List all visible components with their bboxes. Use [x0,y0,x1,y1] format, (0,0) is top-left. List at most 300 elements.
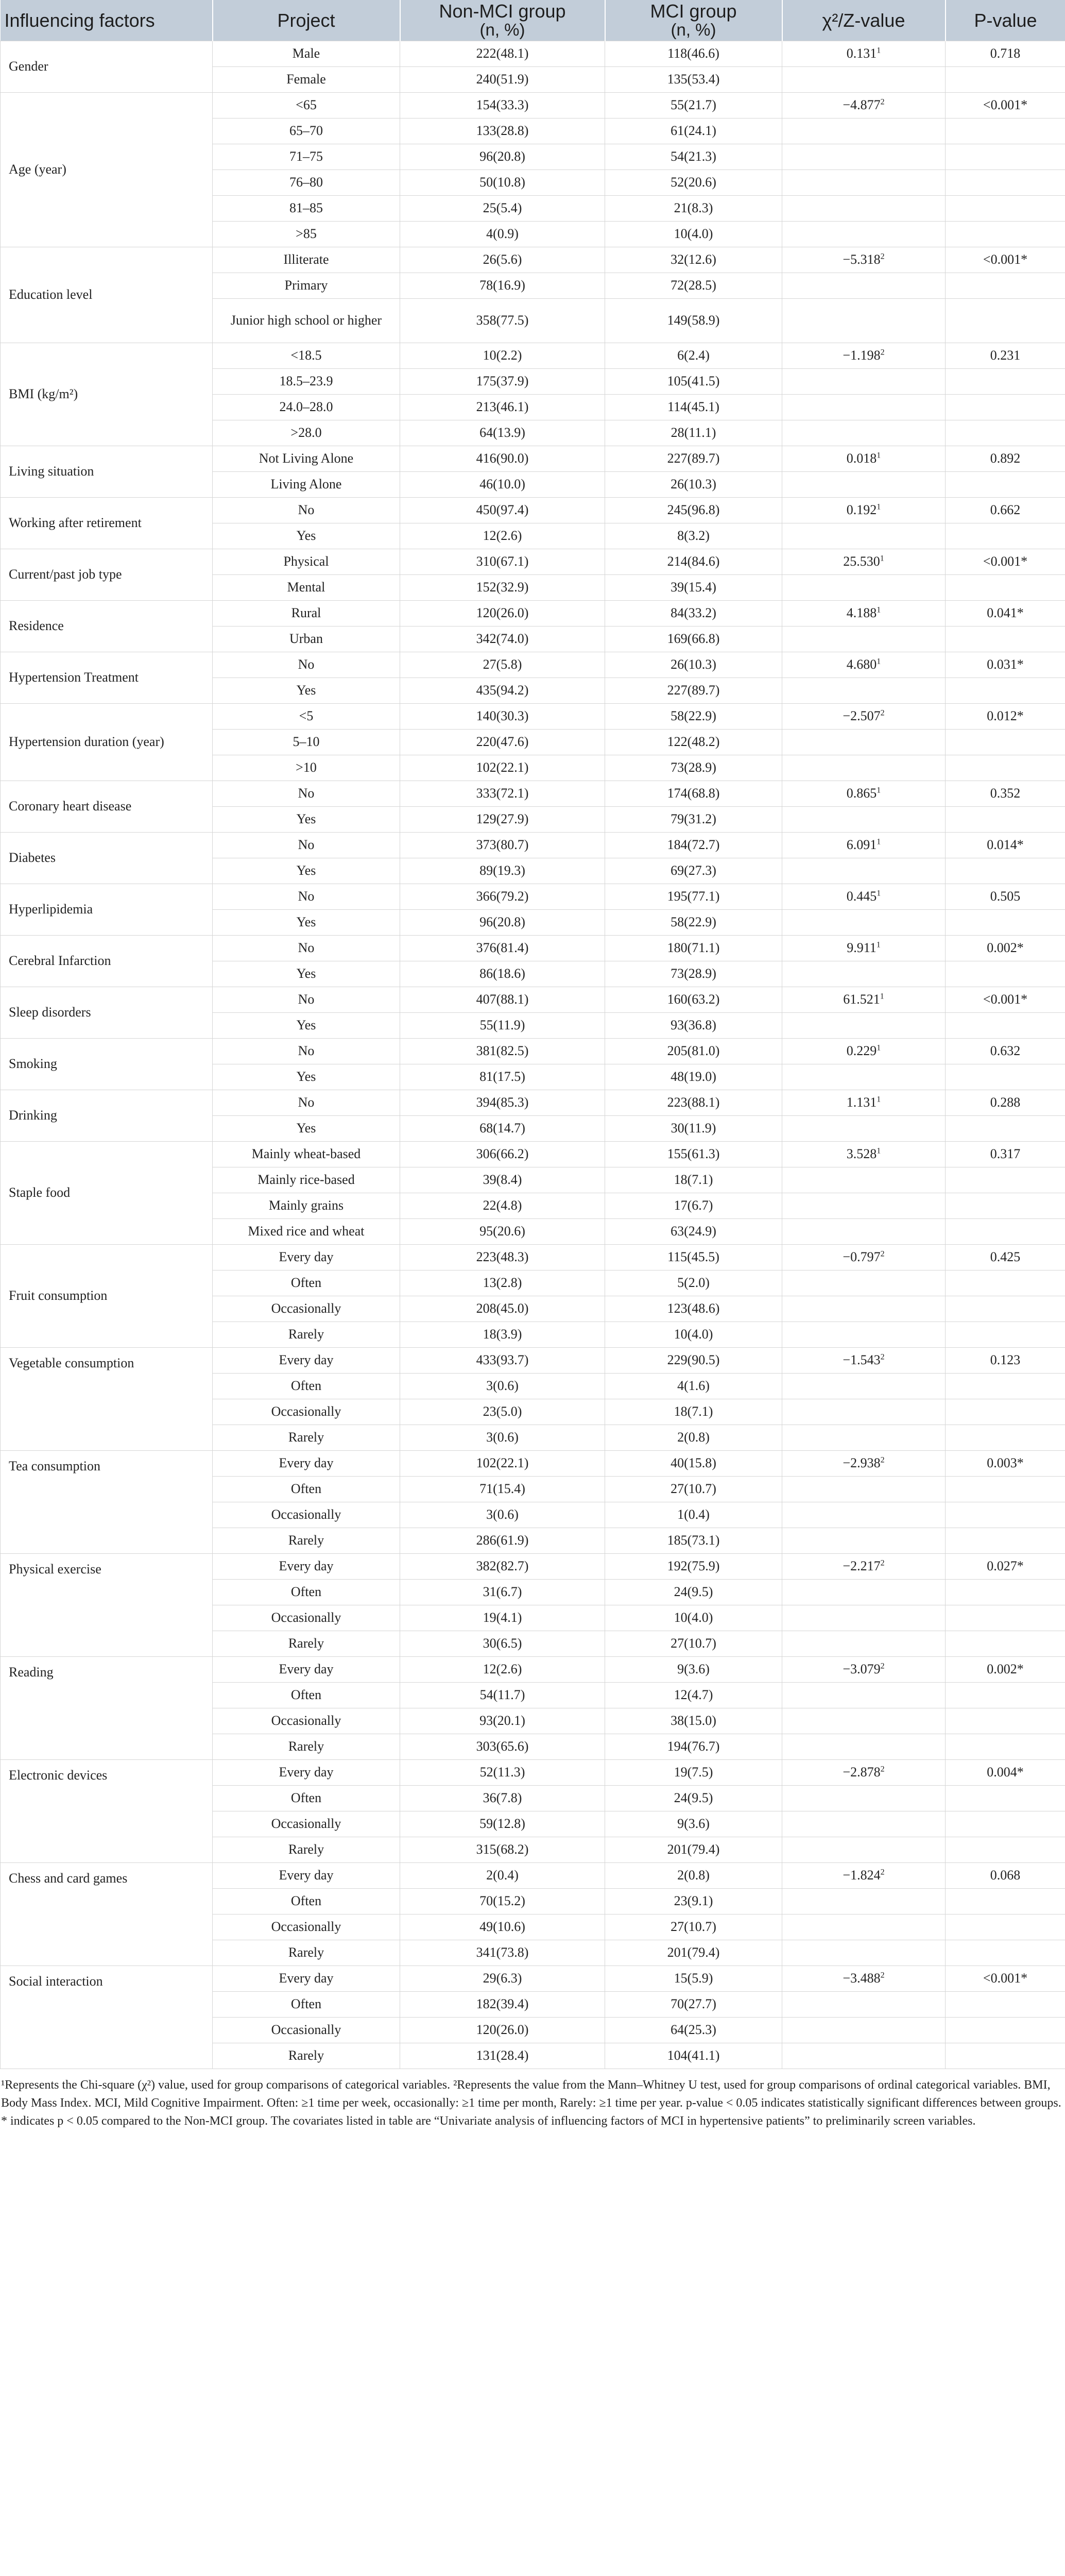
project-cell: No [213,833,400,858]
table-row [1,833,1065,858]
non-mci-cell: 222(48.1) [400,41,605,67]
p-value-cell: 0.031* [946,652,1065,678]
mci-cell: 184(72.7) [605,833,782,858]
statistic-value: −2.878 [843,1765,881,1780]
non-mci-cell: 131(28.4) [400,2043,605,2069]
project-cell: <5 [213,704,400,730]
p-value-cell: 0.027* [946,1554,1065,1580]
factor-cell: Current/past job type [1,549,213,601]
project-cell: Yes [213,807,400,833]
p-value-cell [946,1734,1065,1760]
statistic-cell [782,936,946,961]
mci-cell: 169(66.8) [605,626,782,652]
statistic-cell [782,1090,946,1116]
p-value-cell [946,961,1065,987]
mci-cell: 122(48.2) [605,730,782,755]
statistic-cell [782,626,946,652]
statistic-value: −4.877 [843,97,881,113]
project-cell: Illiterate [213,247,400,273]
project-cell: 81–85 [213,196,400,222]
non-mci-cell: 342(74.0) [400,626,605,652]
factor-cell: Living situation [1,446,213,498]
project-cell: Occasionally [213,1296,400,1322]
project-cell: Often [213,1992,400,2018]
project-cell: 18.5–23.9 [213,369,400,395]
non-mci-cell: 70(15.2) [400,1889,605,1914]
statistic-superscript: 2 [880,1868,885,1877]
statistic-value: −1.543 [843,1352,881,1368]
statistic-cell [782,781,946,807]
p-value-cell [946,1811,1065,1837]
project-cell: Rarely [213,1940,400,1966]
statistic-cell [782,1940,946,1966]
statistic-superscript: 2 [880,1662,885,1671]
statistic-cell [782,222,946,247]
p-value-cell [946,1786,1065,1811]
statistic-cell [782,523,946,549]
mci-cell: 58(22.9) [605,910,782,936]
p-value-cell: 0.123 [946,1348,1065,1374]
statistic-value: 0.445 [846,889,877,904]
p-value-cell [946,118,1065,144]
non-mci-cell: 140(30.3) [400,704,605,730]
statistic-cell [782,1296,946,1322]
mci-cell: 229(90.5) [605,1348,782,1374]
statistic-cell [782,1348,946,1374]
mci-cell: 12(4.7) [605,1683,782,1708]
mci-cell: 9(3.6) [605,1657,782,1683]
project-cell: Often [213,1374,400,1399]
statistic-cell [782,652,946,678]
statistic-cell [782,41,946,67]
project-cell: Junior high school or higher [213,299,400,343]
factor-cell: Reading [1,1657,213,1760]
non-mci-cell: 182(39.4) [400,1992,605,2018]
non-mci-cell: 333(72.1) [400,781,605,807]
non-mci-cell: 12(2.6) [400,1657,605,1683]
mci-cell: 48(19.0) [605,1064,782,1090]
table-row [1,781,1065,807]
project-cell: No [213,781,400,807]
mci-cell: 84(33.2) [605,601,782,626]
non-mci-cell: 95(20.6) [400,1219,605,1245]
non-mci-cell: 129(27.9) [400,807,605,833]
project-cell: Yes [213,1116,400,1142]
mci-cell: 5(2.0) [605,1270,782,1296]
project-cell: Female [213,67,400,93]
non-mci-cell: 55(11.9) [400,1013,605,1039]
statistic-superscript: 2 [880,1971,885,1980]
project-cell: Every day [213,1863,400,1889]
mci-cell: 70(27.7) [605,1992,782,2018]
mci-cell: 205(81.0) [605,1039,782,1064]
statistic-cell [782,1992,946,2018]
project-cell: 76–80 [213,170,400,196]
mci-cell: 115(45.5) [605,1245,782,1270]
statistic-cell [782,1966,946,1992]
statistic-superscript: 1 [880,554,884,563]
statistic-cell [782,1734,946,1760]
non-mci-cell: 373(80.7) [400,833,605,858]
project-cell: >28.0 [213,420,400,446]
table-row [1,446,1065,472]
p-value-cell [946,807,1065,833]
statistic-superscript: 1 [877,837,881,846]
p-value-cell [946,420,1065,446]
project-cell: Yes [213,961,400,987]
mci-cell: 69(27.3) [605,858,782,884]
mci-cell: 55(21.7) [605,93,782,118]
statistic-superscript: 1 [877,1095,881,1104]
table-row [1,936,1065,961]
statistic-cell [782,196,946,222]
non-mci-cell: 382(82.7) [400,1554,605,1580]
project-cell: Mainly wheat-based [213,1142,400,1167]
statistic-cell [782,67,946,93]
statistic-cell [782,420,946,446]
project-cell: Every day [213,1245,400,1270]
p-value-cell [946,369,1065,395]
table-row [1,343,1065,369]
statistic-superscript: 1 [877,1043,881,1053]
non-mci-cell: 46(10.0) [400,472,605,498]
non-mci-cell: 68(14.7) [400,1116,605,1142]
non-mci-cell: 102(22.1) [400,1451,605,1477]
p-value-cell [946,1580,1065,1605]
factor-cell: Residence [1,601,213,652]
project-cell: Male [213,41,400,67]
statistic-cell [782,472,946,498]
mci-cell: 19(7.5) [605,1760,782,1786]
p-value-cell: 0.004* [946,1760,1065,1786]
project-cell: Every day [213,1657,400,1683]
mci-cell: 114(45.1) [605,395,782,420]
mci-cell: 24(9.5) [605,1786,782,1811]
table-row [1,1090,1065,1116]
p-value-cell: 0.231 [946,343,1065,369]
table-row [1,1039,1065,1064]
statistic-cell [782,1451,946,1477]
project-cell: <18.5 [213,343,400,369]
statistic-cell [782,1039,946,1064]
p-value-cell [946,1502,1065,1528]
non-mci-cell: 213(46.1) [400,395,605,420]
project-cell: Urban [213,626,400,652]
non-mci-cell: 376(81.4) [400,936,605,961]
project-cell: Physical [213,549,400,575]
statistic-cell [782,369,946,395]
p-value-cell [946,858,1065,884]
statistic-superscript: 1 [877,605,881,615]
non-mci-cell: 96(20.8) [400,144,605,170]
statistic-cell [782,910,946,936]
non-mci-cell: 4(0.9) [400,222,605,247]
non-mci-cell: 381(82.5) [400,1039,605,1064]
p-value-cell: 0.505 [946,884,1065,910]
mci-cell: 18(7.1) [605,1167,782,1193]
statistic-cell [782,1322,946,1348]
p-value-cell: 0.288 [946,1090,1065,1116]
p-value-cell [946,2018,1065,2043]
non-mci-cell: 394(85.3) [400,1090,605,1116]
statistic-superscript: 2 [880,1352,885,1362]
factor-cell: Hypertension duration (year) [1,704,213,781]
non-mci-cell: 407(88.1) [400,987,605,1013]
mci-cell: 28(11.1) [605,420,782,446]
non-mci-cell: 154(33.3) [400,93,605,118]
statistic-cell [782,343,946,369]
statistic-cell [782,575,946,601]
p-value-cell: <0.001* [946,93,1065,118]
statistic-cell [782,730,946,755]
project-cell: Every day [213,1760,400,1786]
header-mci-line1: MCI group [650,1,737,22]
non-mci-cell: 102(22.1) [400,755,605,781]
factor-cell: Gender [1,41,213,93]
header-statistic: χ²/Z-value [782,0,946,41]
statistic-value: 0.131 [846,46,877,61]
non-mci-cell: 303(65.6) [400,1734,605,1760]
project-cell: Mainly grains [213,1193,400,1219]
mci-cell: 194(76.7) [605,1734,782,1760]
statistic-cell [782,1064,946,1090]
statistic-value: 61.521 [843,992,880,1007]
non-mci-cell: 30(6.5) [400,1631,605,1657]
statistic-cell [782,498,946,523]
p-value-cell [946,2043,1065,2069]
project-cell: Every day [213,1554,400,1580]
mci-cell: 135(53.4) [605,67,782,93]
mci-cell: 27(10.7) [605,1631,782,1657]
mci-cell: 118(46.6) [605,41,782,67]
statistic-superscript: 1 [877,451,881,460]
project-cell: Rarely [213,1837,400,1863]
project-cell: Primary [213,273,400,299]
project-cell: Yes [213,678,400,704]
mci-cell: 17(6.7) [605,1193,782,1219]
statistic-value: 0.018 [846,451,877,466]
statistic-value: −2.507 [843,708,881,724]
table-row [1,1451,1065,1477]
non-mci-cell: 358(77.5) [400,299,605,343]
non-mci-cell: 433(93.7) [400,1348,605,1374]
non-mci-cell: 31(6.7) [400,1580,605,1605]
statistic-value: −3.488 [843,1971,881,1986]
statistic-cell [782,755,946,781]
project-cell: >10 [213,755,400,781]
factor-cell: Education level [1,247,213,343]
table-row [1,1245,1065,1270]
statistic-cell [782,1605,946,1631]
statistic-superscript: 1 [877,502,881,512]
non-mci-cell: 78(16.9) [400,273,605,299]
statistic-cell [782,1245,946,1270]
mci-cell: 155(61.3) [605,1142,782,1167]
statistic-cell [782,299,946,343]
mci-cell: 185(73.1) [605,1528,782,1554]
p-value-cell [946,1322,1065,1348]
non-mci-cell: 22(4.8) [400,1193,605,1219]
table-row [1,987,1065,1013]
statistic-cell [782,1167,946,1193]
project-cell: >85 [213,222,400,247]
project-cell: Rural [213,601,400,626]
mci-cell: 192(75.9) [605,1554,782,1580]
p-value-cell: <0.001* [946,987,1065,1013]
mci-cell: 40(15.8) [605,1451,782,1477]
non-mci-cell: 120(26.0) [400,2018,605,2043]
p-value-cell [946,273,1065,299]
project-cell: Often [213,1477,400,1502]
project-cell: Occasionally [213,1811,400,1837]
project-cell: Yes [213,1064,400,1090]
statistic-cell [782,678,946,704]
p-value-cell [946,1219,1065,1245]
mci-cell: 4(1.6) [605,1374,782,1399]
non-mci-cell: 96(20.8) [400,910,605,936]
statistic-cell [782,1116,946,1142]
table-row [1,1142,1065,1167]
mci-cell: 201(79.4) [605,1837,782,1863]
statistic-value: −2.217 [843,1558,881,1574]
mci-cell: 2(0.8) [605,1425,782,1451]
factor-cell: Drinking [1,1090,213,1142]
mci-cell: 21(8.3) [605,196,782,222]
non-mci-cell: 49(10.6) [400,1914,605,1940]
statistic-superscript: 2 [880,1249,885,1259]
statistic-cell [782,144,946,170]
header-mci-line2: (n, %) [671,20,716,40]
statistic-value: 3.528 [846,1146,877,1162]
mci-cell: 245(96.8) [605,498,782,523]
statistic-superscript: 2 [880,1455,885,1465]
p-value-cell [946,1683,1065,1708]
p-value-cell [946,67,1065,93]
project-cell: Occasionally [213,1502,400,1528]
header-row [1,0,1065,41]
mci-cell: 26(10.3) [605,472,782,498]
header-non-mci-line2: (n, %) [479,20,525,40]
project-cell: 71–75 [213,144,400,170]
p-value-cell [946,575,1065,601]
statistic-cell [782,1811,946,1837]
mci-cell: 72(28.5) [605,273,782,299]
p-value-cell [946,1528,1065,1554]
statistic-value: −1.198 [843,348,881,363]
project-cell: Often [213,1889,400,1914]
statistic-cell [782,1554,946,1580]
statistic-value: −1.824 [843,1868,881,1883]
project-cell: No [213,498,400,523]
factor-cell: Chess and card games [1,1863,213,1966]
p-value-cell: 0.718 [946,41,1065,67]
mci-cell: 23(9.1) [605,1889,782,1914]
statistic-superscript: 2 [880,252,885,261]
mci-cell: 61(24.1) [605,118,782,144]
statistic-superscript: 1 [877,657,881,666]
mci-cell: 32(12.6) [605,247,782,273]
statistic-cell [782,1270,946,1296]
non-mci-cell: 86(18.6) [400,961,605,987]
statistic-cell [782,1193,946,1219]
header-influencing-factors: Influencing factors [1,0,213,41]
statistic-cell [782,1889,946,1914]
non-mci-cell: 26(5.6) [400,247,605,273]
p-value-cell: 0.892 [946,446,1065,472]
p-value-cell [946,1914,1065,1940]
p-value-cell [946,1399,1065,1425]
non-mci-cell: 54(11.7) [400,1683,605,1708]
statistic-superscript: 1 [880,992,884,1001]
p-value-cell [946,472,1065,498]
p-value-cell [946,1837,1065,1863]
project-cell: 5–10 [213,730,400,755]
statistic-cell [782,446,946,472]
statistic-cell [782,1914,946,1940]
table-row [1,884,1065,910]
mci-cell: 6(2.4) [605,343,782,369]
p-value-cell: 0.041* [946,601,1065,626]
statistic-superscript: 2 [880,348,885,357]
non-mci-cell: 208(45.0) [400,1296,605,1322]
mci-cell: 26(10.3) [605,652,782,678]
non-mci-cell: 366(79.2) [400,884,605,910]
statistic-superscript: 2 [880,97,885,107]
factor-cell: Smoking [1,1039,213,1090]
header-non-mci-line1: Non-MCI group [439,1,566,22]
mci-cell: 24(9.5) [605,1580,782,1605]
mci-cell: 15(5.9) [605,1966,782,1992]
mci-cell: 2(0.8) [605,1863,782,1889]
mci-cell: 73(28.9) [605,961,782,987]
header-project: Project [213,0,400,41]
factor-cell: Working after retirement [1,498,213,549]
statistic-cell [782,2018,946,2043]
factor-cell: BMI (kg/m²) [1,343,213,446]
statistic-superscript: 2 [880,1558,885,1568]
table-row [1,704,1065,730]
non-mci-cell: 315(68.2) [400,1837,605,1863]
statistic-cell [782,987,946,1013]
project-cell: Occasionally [213,2018,400,2043]
factor-cell: Coronary heart disease [1,781,213,833]
mci-cell: 10(4.0) [605,1322,782,1348]
statistic-value: −5.318 [843,252,881,267]
p-value-cell [946,910,1065,936]
statistic-value: 1.131 [846,1095,877,1110]
mci-cell: 27(10.7) [605,1477,782,1502]
factor-cell: Hyperlipidemia [1,884,213,936]
statistic-cell [782,273,946,299]
statistic-value: 0.865 [846,786,877,801]
non-mci-cell: 93(20.1) [400,1708,605,1734]
statistic-cell [782,1425,946,1451]
p-value-cell: 0.012* [946,704,1065,730]
project-cell: Occasionally [213,1399,400,1425]
header-non-mci-group [400,0,605,41]
statistic-cell [782,1786,946,1811]
p-value-cell [946,222,1065,247]
p-value-cell: 0.662 [946,498,1065,523]
factor-cell: Vegetable consumption [1,1348,213,1451]
table-row [1,1348,1065,1374]
project-cell: <65 [213,93,400,118]
p-value-cell: 0.002* [946,936,1065,961]
project-cell: Mainly rice-based [213,1167,400,1193]
statistic-cell [782,247,946,273]
p-value-cell [946,299,1065,343]
non-mci-cell: 71(15.4) [400,1477,605,1502]
